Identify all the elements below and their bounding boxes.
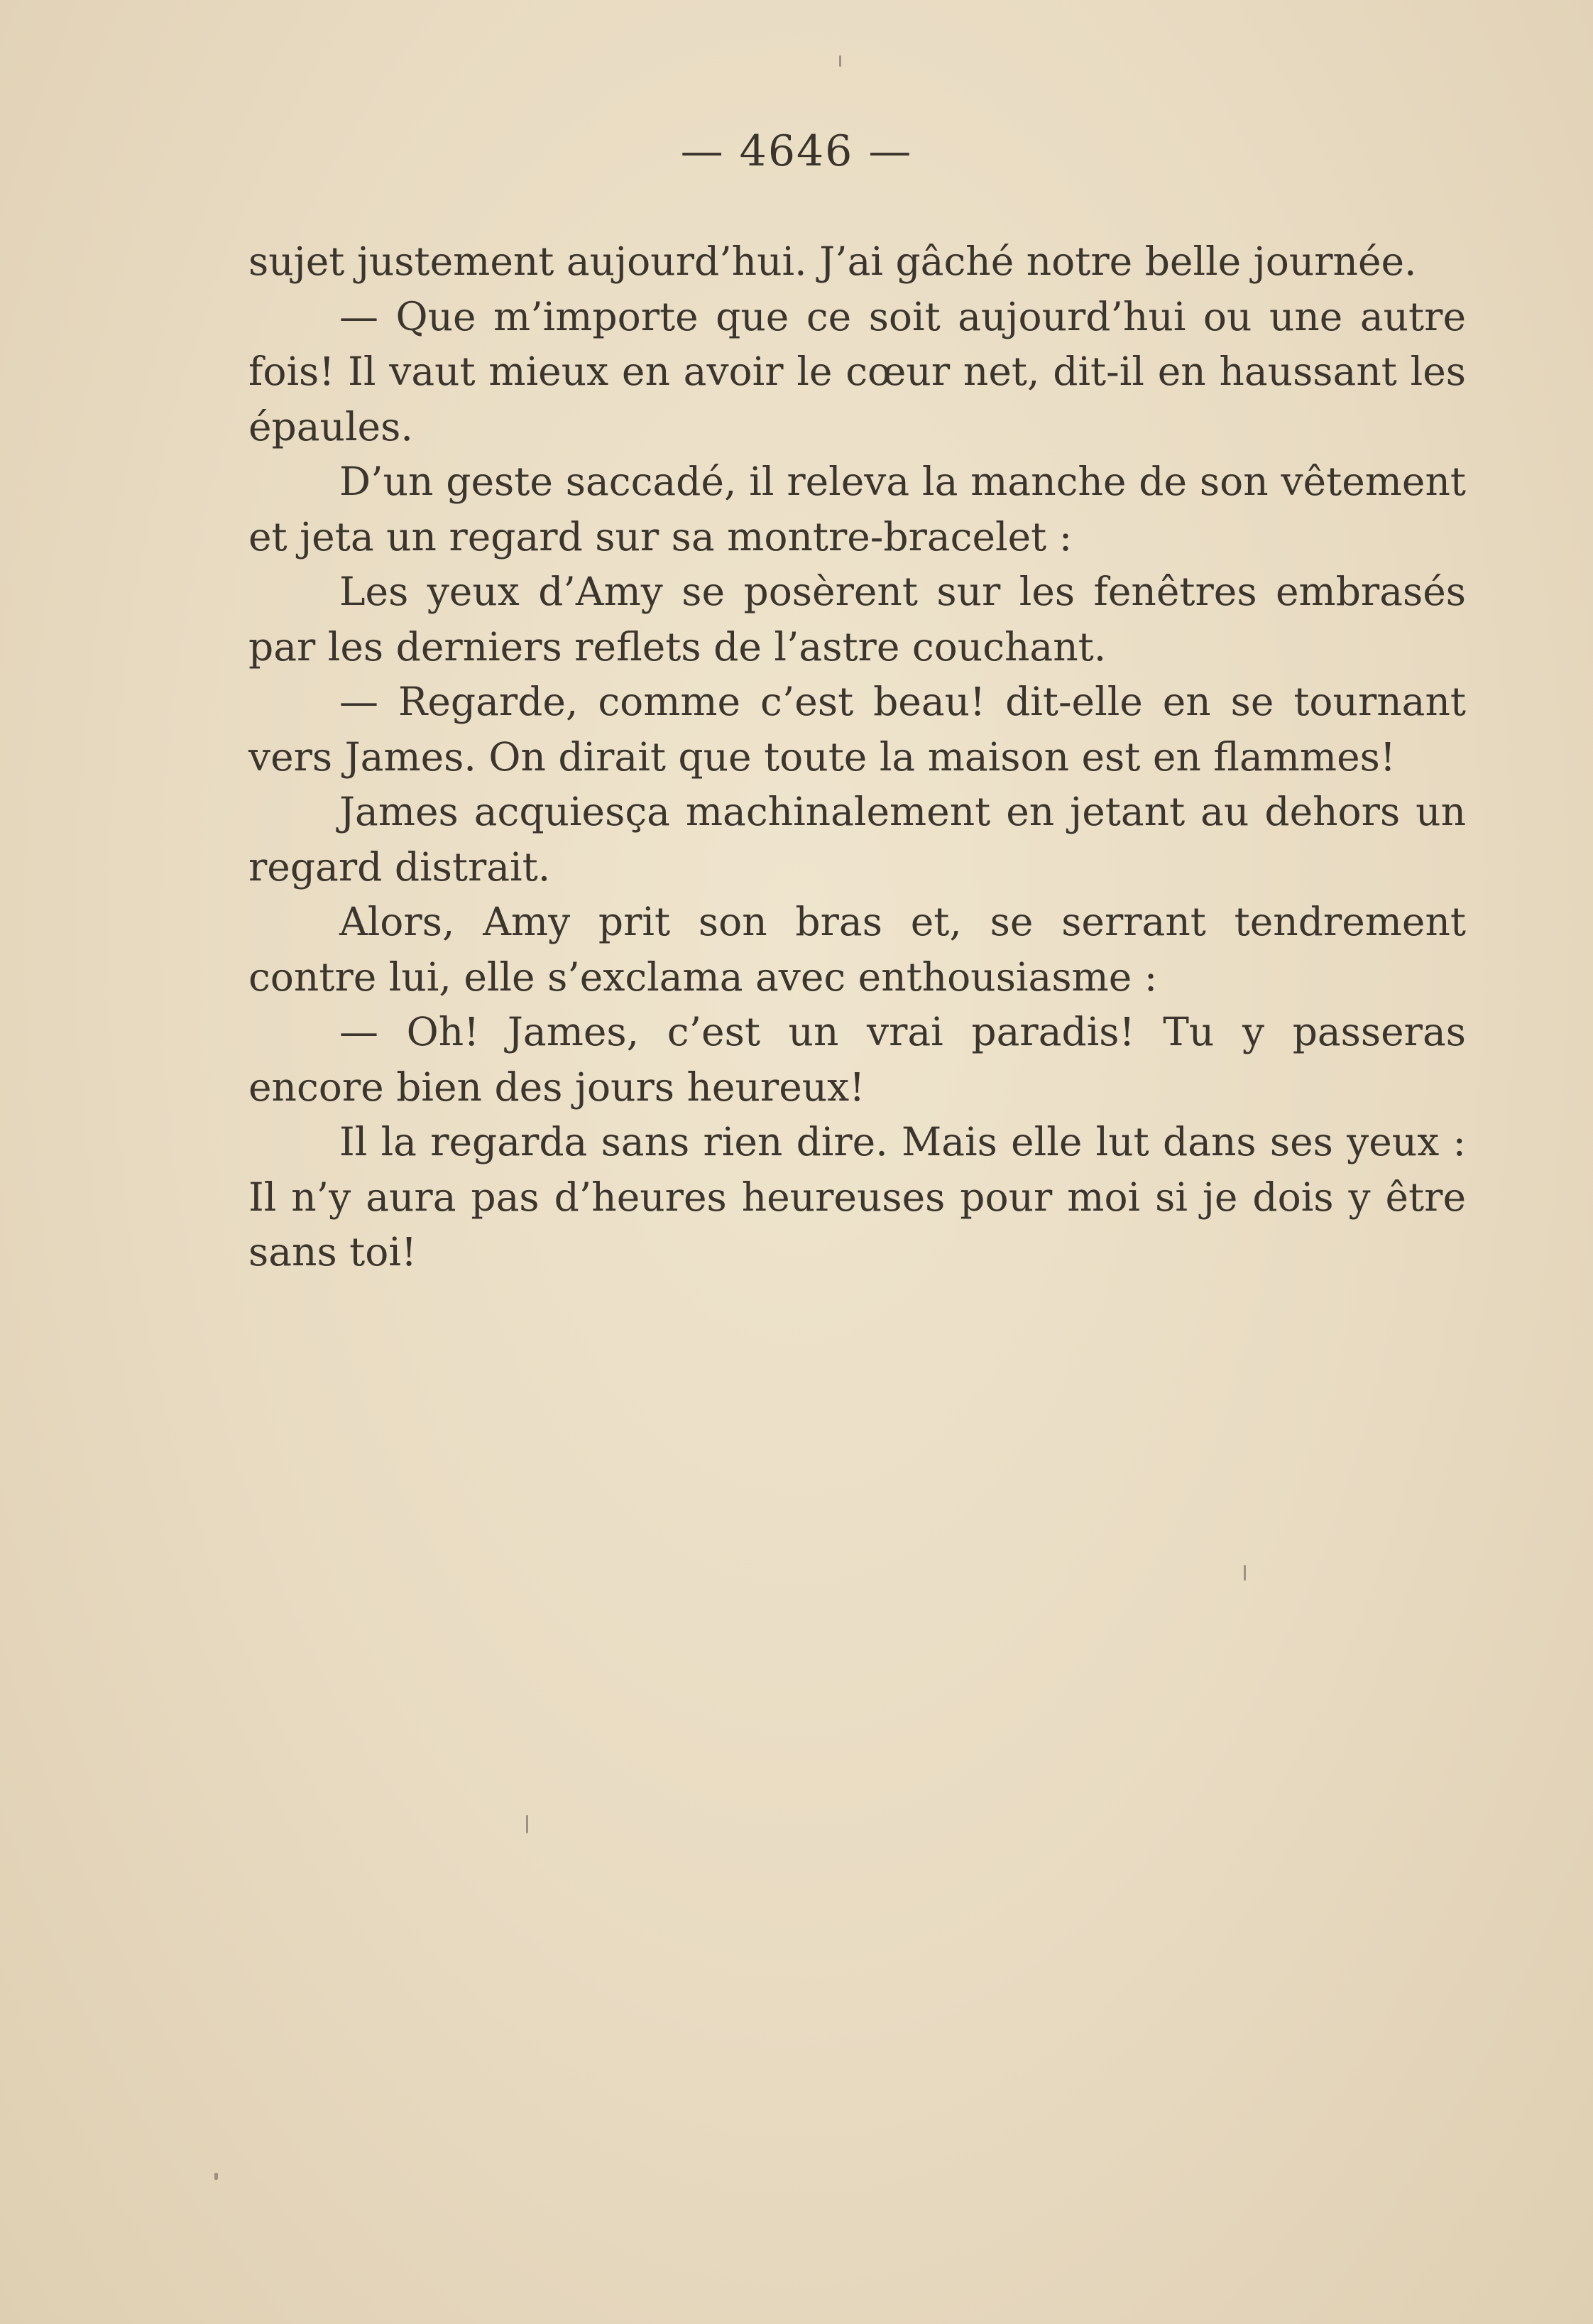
paper-speck — [1244, 1565, 1246, 1581]
paragraph-6: James acquiesça machinalement en jetant au dehors un regard distrait. — [248, 789, 1466, 890]
paper-speck — [526, 1815, 528, 1833]
paper-speck — [214, 2173, 218, 2180]
paragraph-5: — Regarde, comme c’est beau! dit-elle en se tournant vers James. On dirait que toute la maison est en flammes! — [248, 679, 1466, 780]
paragraph-3: D’un geste saccadé, il releva la manche de son vêtement et jeta un regard sur sa montre-bracelet : — [248, 459, 1466, 560]
paragraph-9: Il la regarda sans rien dire. Mais elle lut dans ses yeux : Il n’y aura pas d’heures heureuses pour moi si je dois y être sans toi! — [248, 1119, 1466, 1275]
paragraph-8: — Oh! James, c’est un vrai paradis! Tu y passeras encore bien des jours heureux! — [248, 1009, 1466, 1110]
paragraph-1: sujet justement aujourd’hui. J’ai gâché notre belle journée. — [248, 239, 1417, 284]
page-number: — 4646 — — [680, 126, 913, 176]
paragraph-4: Les yeux d’Amy se posèrent sur les fenêtres embrasés par les derniers reflets de l’astre couchant. — [248, 569, 1466, 670]
paragraph-2: — Que m’importe que ce soit aujourd’hui ou une autre fois! Il vaut mieux en avoir le cœur net, dit-il en haussant les épaules. — [248, 293, 1466, 449]
paragraph-7: Alors, Amy prit son bras et, se serrant tendrement contre lui, elle s’exclama avec enthousiasme : — [248, 899, 1466, 1000]
paper-speck — [839, 55, 841, 67]
body-text — [248, 234, 1466, 1280]
